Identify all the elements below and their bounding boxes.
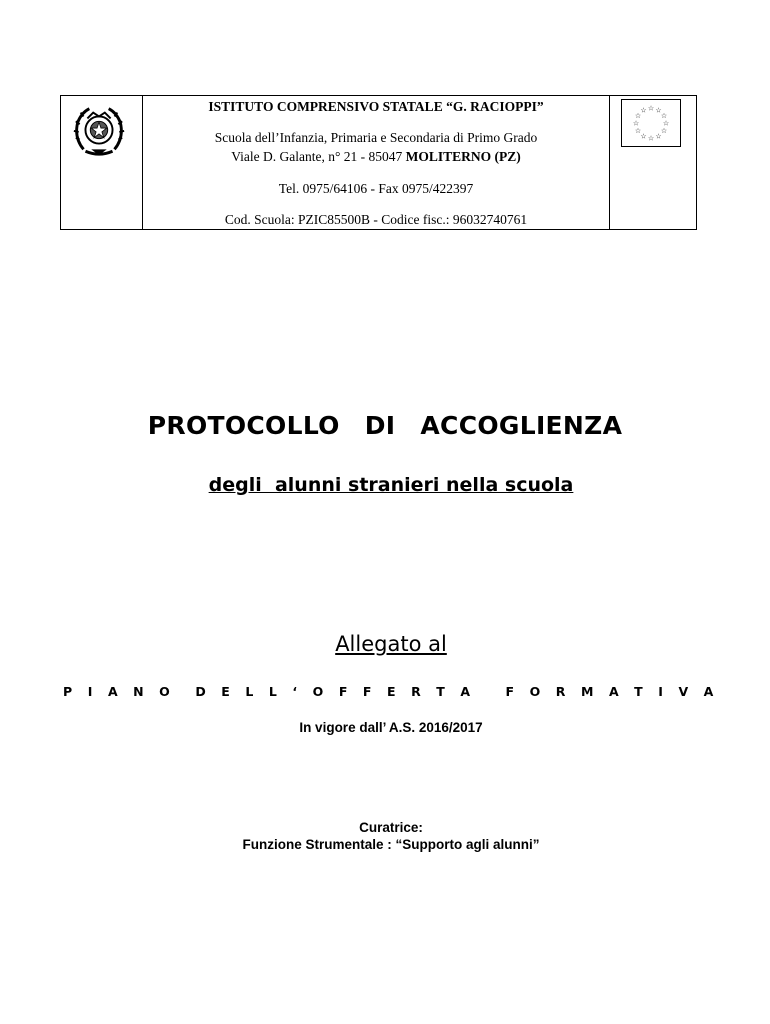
address-street: Viale D. Galante, n° 21 - 85047	[231, 149, 403, 164]
eu-star-icon: ☆	[660, 127, 668, 135]
letterhead-info-cell	[143, 96, 610, 230]
eu-star-icon: ☆	[634, 112, 642, 120]
letterhead-left-cell	[61, 96, 143, 230]
eu-star-icon: ☆	[662, 119, 670, 128]
letterhead-table	[60, 95, 697, 230]
eu-flag-icon	[621, 99, 681, 147]
codes-line: Cod. Scuola: PZIC85500B - Codice fisc.: 96032740761	[224, 212, 528, 227]
contacts-line: Tel. 0975/64106 - Fax 0975/422397	[278, 181, 474, 196]
eu-star-icon: ☆	[660, 112, 668, 120]
eu-star-icon: ☆	[647, 134, 655, 143]
eu-star-icon: ☆	[655, 106, 662, 115]
document-title: PROTOCOLLO DI ACCOGLIENZA	[147, 411, 623, 440]
address-line	[143, 147, 609, 166]
italian-republic-emblem-icon	[70, 101, 128, 159]
eu-star-icon: ☆	[634, 127, 642, 135]
address-city: MOLITERNO (PZ)	[405, 149, 521, 164]
document-subtitle: degli alunni stranieri nella scuola	[208, 474, 574, 496]
eu-star-icon: ☆	[647, 104, 655, 113]
curator-block	[0, 819, 770, 853]
eu-star-icon: ☆	[632, 119, 640, 128]
eu-star-icon: ☆	[640, 106, 647, 115]
eu-star-icon: ☆	[655, 132, 662, 141]
institute-name: ISTITUTO COMPRENSIVO STATALE “G. RACIOPPI”	[208, 99, 544, 114]
attachment-label: Allegato al	[335, 632, 447, 656]
eu-star-icon: ☆	[640, 132, 647, 141]
letterhead-right-cell	[610, 96, 697, 230]
curator-label: Curatrice:	[359, 820, 423, 835]
curator-role: Funzione Strumentale : “Supporto agli alunni”	[242, 837, 540, 852]
school-levels: Scuola dell’Infanzia, Primaria e Secondaria di Primo Grado	[214, 130, 538, 145]
plan-name: P I A N O D E L L ‘ O F F E R T A F O R M A T I V A	[63, 684, 719, 699]
validity-line: In vigore dall’ A.S. 2016/2017	[299, 720, 483, 735]
